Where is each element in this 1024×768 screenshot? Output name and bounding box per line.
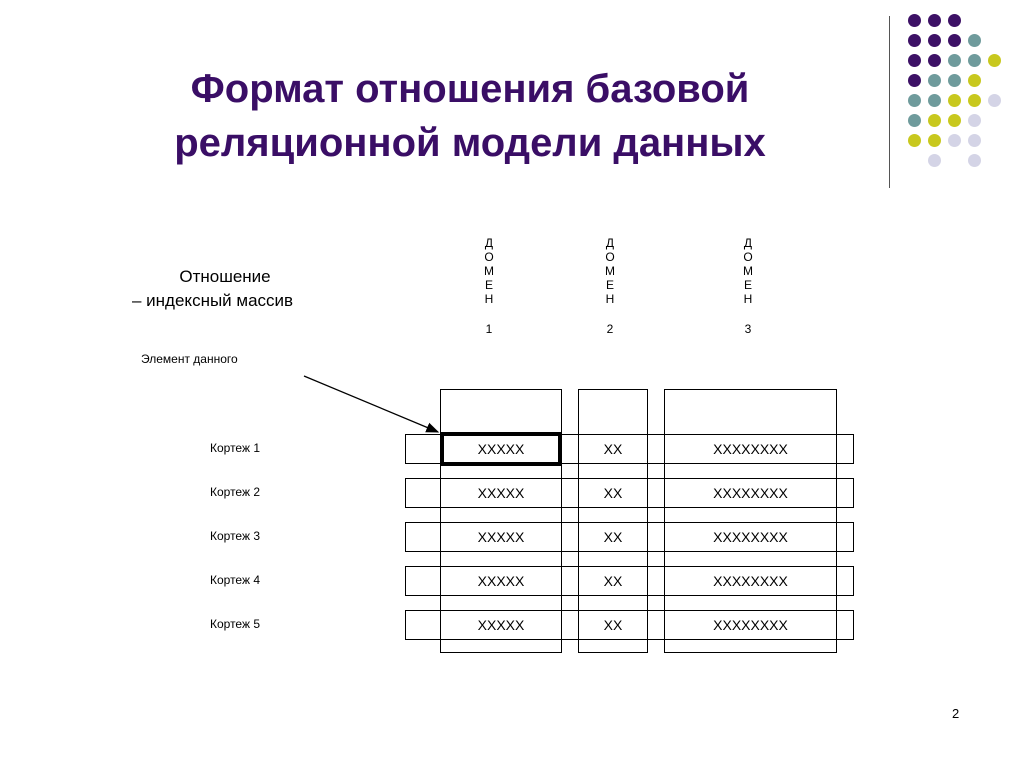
decor-dot — [968, 74, 981, 87]
slide-title — [100, 62, 840, 170]
domain-number: 2 — [606, 322, 614, 336]
decor-dot — [968, 114, 981, 127]
decor-dot — [908, 34, 921, 47]
decor-dot — [948, 74, 961, 87]
decor-dot — [968, 54, 981, 67]
decor-dot — [908, 54, 921, 67]
domain-letter: Д — [743, 236, 753, 250]
domain-letter: О — [605, 250, 615, 264]
relation-label-line-1: Отношение — [179, 267, 271, 286]
domain-letter: О — [484, 250, 494, 264]
tuple-label-2: Кортеж 2 — [210, 485, 261, 499]
decor-dot — [988, 94, 1001, 107]
table-cell: XX — [578, 522, 648, 552]
decor-dot — [928, 74, 941, 87]
decor-dot — [928, 34, 941, 47]
decor-dot — [928, 14, 941, 27]
table-cell: XXXXXXXX — [664, 610, 837, 640]
data-element-cell: XXXXX — [440, 432, 562, 466]
decor-dot — [908, 74, 921, 87]
decor-dot — [928, 94, 941, 107]
decor-dot — [928, 154, 941, 167]
table-cell: XX — [578, 610, 648, 640]
table-cell: XXXXX — [440, 566, 562, 596]
domain-letter: Е — [743, 278, 752, 292]
domain-letter: Д — [605, 236, 615, 250]
domain-letter: Е — [605, 278, 614, 292]
table-cell: XXXXXXXX — [664, 478, 837, 508]
tuple-label-3: Кортеж 3 — [210, 529, 261, 543]
domain-number: 3 — [744, 322, 752, 336]
decor-dot — [968, 154, 981, 167]
decor-dot — [948, 94, 961, 107]
decor-dot — [988, 54, 1001, 67]
decor-dot — [968, 34, 981, 47]
decor-dot — [948, 34, 961, 47]
relation-label-line-2: – индексный массив — [132, 291, 294, 310]
table-cell: XXXXX — [440, 610, 562, 640]
page-number: 2 — [952, 706, 960, 721]
decor-dot — [908, 94, 921, 107]
relation-label — [110, 265, 350, 313]
decor-dot — [928, 114, 941, 127]
table-cell: XXXXXXXX — [664, 566, 837, 596]
decorative-divider — [889, 16, 890, 188]
table-cell: XX — [578, 478, 648, 508]
domain-header-2 — [600, 236, 620, 336]
decorative-dot-grid — [906, 10, 1006, 170]
table-cell: XXXXX — [440, 522, 562, 552]
table-cell: XXXXX — [440, 478, 562, 508]
domain-letter: Н — [605, 292, 615, 306]
tuple-label-4: Кортеж 4 — [210, 573, 261, 587]
table-cell: XX — [578, 566, 648, 596]
domain-number: 1 — [485, 322, 493, 336]
domain-letter: М — [484, 264, 494, 278]
element-label: Элемент данного — [141, 352, 238, 366]
decor-dot — [928, 134, 941, 147]
table-cell: XX — [578, 434, 648, 464]
decor-dot — [968, 94, 981, 107]
decor-dot — [908, 14, 921, 27]
decor-dot — [948, 114, 961, 127]
slide-title-line-1: Формат отношения базовой — [190, 67, 750, 111]
decor-dot — [968, 134, 981, 147]
table-cell: XXXXXXXX — [664, 434, 837, 464]
decor-dot — [948, 54, 961, 67]
domain-letter: Н — [484, 292, 494, 306]
domain-letter: Н — [743, 292, 753, 306]
decor-dot — [908, 114, 921, 127]
tuple-label-1: Кортеж 1 — [210, 441, 261, 455]
decor-dot — [948, 134, 961, 147]
table-cell: XXXXXXXX — [664, 522, 837, 552]
domain-header-3 — [738, 236, 758, 336]
domain-letter: О — [743, 250, 753, 264]
domain-letter: Д — [484, 236, 494, 250]
tuple-label-5: Кортеж 5 — [210, 617, 261, 631]
slide-title-line-2: реляционной модели данных — [174, 121, 766, 165]
domain-letter: М — [605, 264, 615, 278]
decor-dot — [908, 134, 921, 147]
domain-letter: Е — [484, 278, 493, 292]
domain-letter: М — [743, 264, 753, 278]
decor-dot — [928, 54, 941, 67]
domain-header-1 — [479, 236, 499, 336]
decor-dot — [948, 14, 961, 27]
